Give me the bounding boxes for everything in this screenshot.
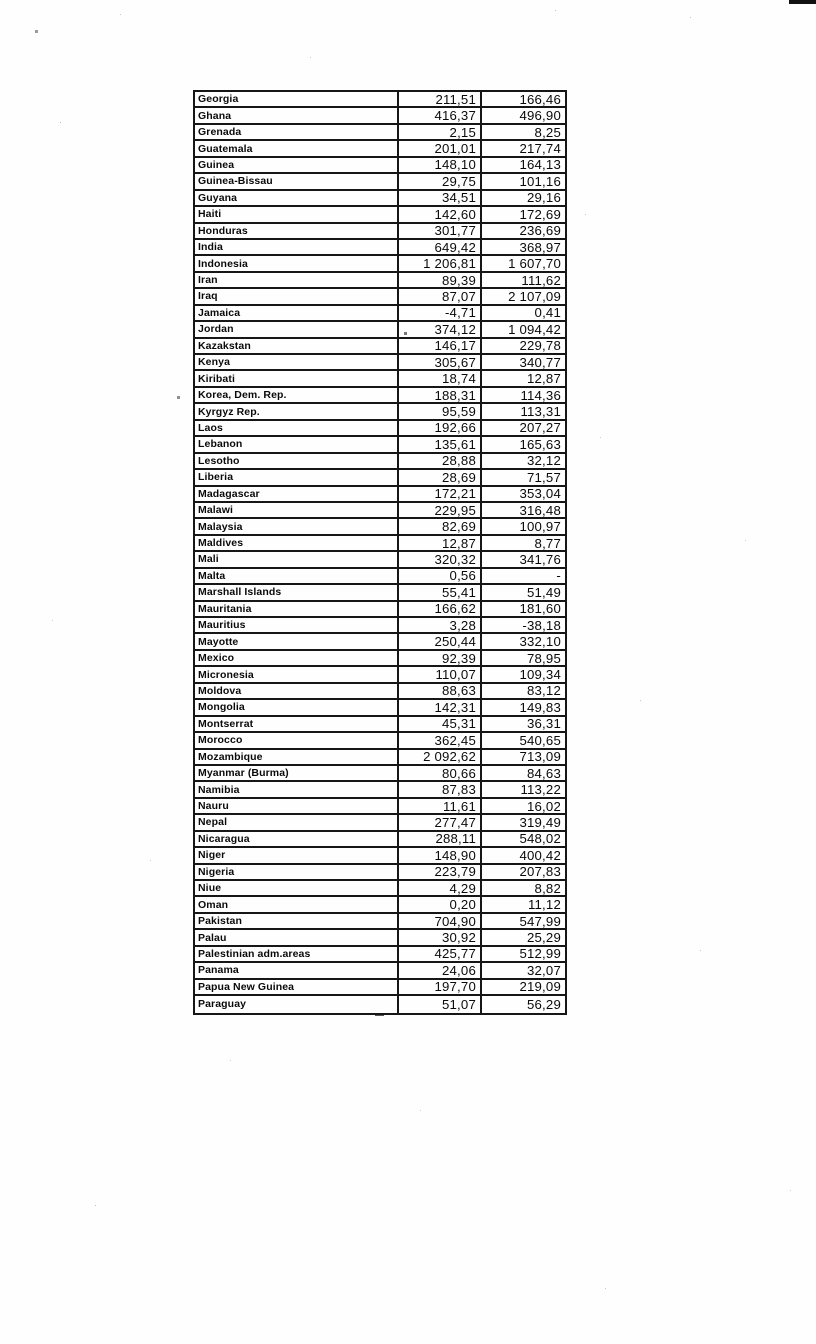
value2-cell: 548,02 bbox=[480, 832, 565, 846]
value2-cell: 2 107,09 bbox=[480, 289, 565, 303]
country-cell: Malaysia bbox=[198, 520, 243, 533]
country-cell: Guyana bbox=[198, 191, 238, 204]
table-row bbox=[195, 92, 565, 108]
country-cell: Myanmar (Burma) bbox=[198, 767, 289, 780]
value1-cell: 2,15 bbox=[397, 125, 480, 139]
table-row bbox=[195, 914, 565, 930]
value1-cell: 425,77 bbox=[397, 947, 480, 961]
country-cell: Lesotho bbox=[198, 454, 240, 467]
country-cell: Iraq bbox=[198, 290, 218, 303]
table-row bbox=[195, 388, 565, 404]
value1-cell: 704,90 bbox=[397, 914, 480, 928]
table-row bbox=[195, 569, 565, 585]
country-cell: Nepal bbox=[198, 816, 228, 829]
table-row bbox=[195, 371, 565, 387]
value1-cell: 229,95 bbox=[397, 503, 480, 517]
table-row bbox=[195, 306, 565, 322]
value1-cell: 110,07 bbox=[397, 667, 480, 681]
value2-cell: 353,04 bbox=[480, 487, 565, 501]
country-cell: Guatemala bbox=[198, 142, 253, 155]
value2-cell: 32,07 bbox=[480, 963, 565, 977]
value1-cell: 82,69 bbox=[397, 519, 480, 533]
country-cell: Jordan bbox=[198, 323, 234, 336]
value2-cell: 149,83 bbox=[480, 700, 565, 714]
value2-cell: 71,57 bbox=[480, 470, 565, 484]
value2-cell: 12,87 bbox=[480, 371, 565, 385]
table-row bbox=[195, 339, 565, 355]
country-cell: Oman bbox=[198, 898, 229, 911]
value1-cell: 172,21 bbox=[397, 487, 480, 501]
table-row bbox=[195, 634, 565, 650]
value1-cell: 28,88 bbox=[397, 454, 480, 468]
value1-cell: 24,06 bbox=[397, 963, 480, 977]
table-row bbox=[195, 273, 565, 289]
country-cell: Maldives bbox=[198, 537, 244, 550]
country-cell: Pakistan bbox=[198, 915, 242, 928]
country-cell: Niue bbox=[198, 882, 222, 895]
value1-cell: 188,31 bbox=[397, 388, 480, 402]
table-row bbox=[195, 799, 565, 815]
scan-artifact-corner bbox=[789, 0, 816, 4]
value2-cell: 51,49 bbox=[480, 585, 565, 599]
value1-cell: 301,77 bbox=[397, 224, 480, 238]
table-row bbox=[195, 256, 565, 272]
value2-cell: 8,25 bbox=[480, 125, 565, 139]
value1-cell: 142,31 bbox=[397, 700, 480, 714]
value2-cell: 1 607,70 bbox=[480, 256, 565, 270]
country-cell: Mali bbox=[198, 553, 219, 566]
country-cell: Ghana bbox=[198, 109, 232, 122]
table-row bbox=[195, 437, 565, 453]
country-cell: Malta bbox=[198, 569, 226, 582]
value2-cell: 32,12 bbox=[480, 454, 565, 468]
table-row bbox=[195, 980, 565, 996]
value2-cell: 207,27 bbox=[480, 421, 565, 435]
value1-cell: 87,07 bbox=[397, 289, 480, 303]
table-row bbox=[195, 733, 565, 749]
value1-cell: 374,12 bbox=[397, 322, 480, 336]
value1-cell: -4,71 bbox=[397, 306, 480, 320]
value1-cell: 45,31 bbox=[397, 717, 480, 731]
value1-cell: 135,61 bbox=[397, 437, 480, 451]
country-cell: Nicaragua bbox=[198, 832, 250, 845]
table-row bbox=[195, 651, 565, 667]
country-cell: Jamaica bbox=[198, 306, 241, 319]
country-cell: Kazakstan bbox=[198, 339, 251, 352]
country-cell: Moldova bbox=[198, 684, 242, 697]
value2-cell: 341,76 bbox=[480, 552, 565, 566]
table-row bbox=[195, 125, 565, 141]
country-cell: Lebanon bbox=[198, 438, 243, 451]
table-row bbox=[195, 717, 565, 733]
value2-cell: 78,95 bbox=[480, 651, 565, 665]
country-cell: Mayotte bbox=[198, 635, 239, 648]
value1-cell: 362,45 bbox=[397, 733, 480, 747]
country-cell: Mauritania bbox=[198, 602, 252, 615]
table-row bbox=[195, 404, 565, 420]
value2-cell: 319,49 bbox=[480, 815, 565, 829]
table-row bbox=[195, 224, 565, 240]
table-row bbox=[195, 421, 565, 437]
value2-cell: - bbox=[480, 569, 565, 583]
table-row bbox=[195, 848, 565, 864]
value1-cell: 87,83 bbox=[397, 782, 480, 796]
value1-cell: 148,10 bbox=[397, 158, 480, 172]
value1-cell: 416,37 bbox=[397, 108, 480, 122]
country-cell: Kenya bbox=[198, 356, 231, 369]
table-row bbox=[195, 865, 565, 881]
value2-cell: 84,63 bbox=[480, 766, 565, 780]
table-row bbox=[195, 536, 565, 552]
value1-cell: 80,66 bbox=[397, 766, 480, 780]
value2-cell: 236,69 bbox=[480, 224, 565, 238]
value1-cell: 277,47 bbox=[397, 815, 480, 829]
value1-cell: 29,75 bbox=[397, 174, 480, 188]
country-cell: Nauru bbox=[198, 800, 229, 813]
table-row bbox=[195, 782, 565, 798]
value1-cell: 148,90 bbox=[397, 848, 480, 862]
value1-cell: 197,70 bbox=[397, 980, 480, 994]
value1-cell: 211,51 bbox=[397, 92, 480, 106]
table-row bbox=[195, 503, 565, 519]
value1-cell: 320,32 bbox=[397, 552, 480, 566]
country-cell: Papua New Guinea bbox=[198, 980, 295, 993]
value2-cell: 181,60 bbox=[480, 602, 565, 616]
table-row bbox=[195, 881, 565, 897]
value2-cell: 540,65 bbox=[480, 733, 565, 747]
table-row bbox=[195, 700, 565, 716]
value1-cell: 4,29 bbox=[397, 881, 480, 895]
value2-cell: 29,16 bbox=[480, 191, 565, 205]
value1-cell: 142,60 bbox=[397, 207, 480, 221]
table-row bbox=[195, 158, 565, 174]
value1-cell: 12,87 bbox=[397, 536, 480, 550]
scan-noise-specks bbox=[0, 0, 1, 1]
value2-cell: 111,62 bbox=[480, 273, 565, 287]
table-row bbox=[195, 207, 565, 223]
value2-cell: 217,74 bbox=[480, 141, 565, 155]
country-cell: Malawi bbox=[198, 504, 234, 517]
value1-cell: 11,61 bbox=[397, 799, 480, 813]
country-cell: Iran bbox=[198, 274, 218, 287]
value2-cell: 332,10 bbox=[480, 634, 565, 648]
country-cell: Liberia bbox=[198, 471, 234, 484]
value2-cell: 316,48 bbox=[480, 503, 565, 517]
value1-cell: 649,42 bbox=[397, 240, 480, 254]
value2-cell: 207,83 bbox=[480, 865, 565, 879]
value2-cell: 8,82 bbox=[480, 881, 565, 895]
country-cell: Haiti bbox=[198, 208, 222, 221]
value1-cell: 250,44 bbox=[397, 634, 480, 648]
country-cell: Mexico bbox=[198, 652, 235, 665]
table-row bbox=[195, 289, 565, 305]
value2-cell: 1 094,42 bbox=[480, 322, 565, 336]
table-row bbox=[195, 174, 565, 190]
value2-cell: 340,77 bbox=[480, 355, 565, 369]
value2-cell: 56,29 bbox=[480, 996, 565, 1012]
table-row bbox=[195, 667, 565, 683]
country-cell: Nigeria bbox=[198, 865, 235, 878]
country-cell: Georgia bbox=[198, 93, 239, 106]
value1-cell: 223,79 bbox=[397, 865, 480, 879]
table-row bbox=[195, 355, 565, 371]
value2-cell: 496,90 bbox=[480, 108, 565, 122]
country-cell: Mauritius bbox=[198, 619, 246, 632]
table-row bbox=[195, 684, 565, 700]
country-cell: Paraguay bbox=[198, 998, 247, 1011]
value2-cell: 101,16 bbox=[480, 174, 565, 188]
value2-cell: 113,22 bbox=[480, 782, 565, 796]
country-cell: Palestinian adm.areas bbox=[198, 947, 311, 960]
value2-cell: 512,99 bbox=[480, 947, 565, 961]
country-cell: Mozambique bbox=[198, 750, 263, 763]
value1-cell: 146,17 bbox=[397, 339, 480, 353]
table-row bbox=[195, 963, 565, 979]
table-row bbox=[195, 930, 565, 946]
table-row bbox=[195, 470, 565, 486]
country-cell: Marshall Islands bbox=[198, 586, 282, 599]
value1-cell: 201,01 bbox=[397, 141, 480, 155]
country-cell: Morocco bbox=[198, 734, 243, 747]
country-cell: Mongolia bbox=[198, 701, 245, 714]
country-cell: India bbox=[198, 241, 224, 254]
value1-cell: 92,39 bbox=[397, 651, 480, 665]
country-cell: Niger bbox=[198, 849, 226, 862]
table-row bbox=[195, 454, 565, 470]
value1-cell: 51,07 bbox=[397, 996, 480, 1012]
value1-cell: 34,51 bbox=[397, 191, 480, 205]
country-cell: Kiribati bbox=[198, 372, 235, 385]
value2-cell: 8,77 bbox=[480, 536, 565, 550]
table-row bbox=[195, 141, 565, 157]
value1-cell: 0,20 bbox=[397, 897, 480, 911]
value2-cell: -38,18 bbox=[480, 618, 565, 632]
value2-cell: 229,78 bbox=[480, 339, 565, 353]
country-cell: Palau bbox=[198, 931, 227, 944]
country-cell: Madagascar bbox=[198, 487, 260, 500]
value2-cell: 164,13 bbox=[480, 158, 565, 172]
value2-cell: 113,31 bbox=[480, 404, 565, 418]
value2-cell: 114,36 bbox=[480, 388, 565, 402]
table-row bbox=[195, 815, 565, 831]
value1-cell: 88,63 bbox=[397, 684, 480, 698]
value2-cell: 166,46 bbox=[480, 92, 565, 106]
value1-cell: 0,56 bbox=[397, 569, 480, 583]
value2-cell: 400,42 bbox=[480, 848, 565, 862]
value1-cell: 89,39 bbox=[397, 273, 480, 287]
value2-cell: 219,09 bbox=[480, 980, 565, 994]
table-row bbox=[195, 519, 565, 535]
table-row bbox=[195, 947, 565, 963]
table-row bbox=[195, 322, 565, 338]
value1-cell: 30,92 bbox=[397, 930, 480, 944]
country-cell: Indonesia bbox=[198, 257, 248, 270]
value1-cell: 18,74 bbox=[397, 371, 480, 385]
value1-cell: 288,11 bbox=[397, 832, 480, 846]
value2-cell: 0,41 bbox=[480, 306, 565, 320]
value2-cell: 83,12 bbox=[480, 684, 565, 698]
country-cell: Montserrat bbox=[198, 717, 254, 730]
value1-cell: 1 206,81 bbox=[397, 256, 480, 270]
table-row bbox=[195, 602, 565, 618]
table-row bbox=[195, 108, 565, 124]
country-cell: Kyrgyz Rep. bbox=[198, 405, 260, 418]
value2-cell: 172,69 bbox=[480, 207, 565, 221]
country-cell: Guinea bbox=[198, 158, 235, 171]
value2-cell: 16,02 bbox=[480, 799, 565, 813]
table-row bbox=[195, 766, 565, 782]
table-row bbox=[195, 585, 565, 601]
value2-cell: 713,09 bbox=[480, 750, 565, 764]
country-cell: Honduras bbox=[198, 224, 248, 237]
country-cell: Panama bbox=[198, 964, 239, 977]
value1-cell: 55,41 bbox=[397, 585, 480, 599]
value1-cell: 28,69 bbox=[397, 470, 480, 484]
value1-cell: 3,28 bbox=[397, 618, 480, 632]
table-row bbox=[195, 750, 565, 766]
value2-cell: 25,29 bbox=[480, 930, 565, 944]
value2-cell: 109,34 bbox=[480, 667, 565, 681]
value1-cell: 2 092,62 bbox=[397, 750, 480, 764]
table-row bbox=[195, 240, 565, 256]
country-cell: Grenada bbox=[198, 126, 242, 139]
value2-cell: 36,31 bbox=[480, 717, 565, 731]
country-cell: Namibia bbox=[198, 783, 240, 796]
value1-cell: 305,67 bbox=[397, 355, 480, 369]
table-row bbox=[195, 996, 565, 1012]
value2-cell: 11,12 bbox=[480, 897, 565, 911]
table-row bbox=[195, 618, 565, 634]
value2-cell: 547,99 bbox=[480, 914, 565, 928]
table-row bbox=[195, 487, 565, 503]
table-row bbox=[195, 552, 565, 568]
value1-cell: 166,62 bbox=[397, 602, 480, 616]
table-row bbox=[195, 832, 565, 848]
value1-cell: 95,59 bbox=[397, 404, 480, 418]
table-row bbox=[195, 897, 565, 913]
country-cell: Guinea-Bissau bbox=[198, 175, 273, 188]
value2-cell: 165,63 bbox=[480, 437, 565, 451]
table-row bbox=[195, 191, 565, 207]
value1-cell: 192,66 bbox=[397, 421, 480, 435]
value2-cell: 368,97 bbox=[480, 240, 565, 254]
country-cell: Micronesia bbox=[198, 668, 254, 681]
country-data-table bbox=[193, 90, 567, 1015]
value2-cell: 100,97 bbox=[480, 519, 565, 533]
country-cell: Korea, Dem. Rep. bbox=[198, 389, 287, 402]
country-cell: Laos bbox=[198, 421, 223, 434]
